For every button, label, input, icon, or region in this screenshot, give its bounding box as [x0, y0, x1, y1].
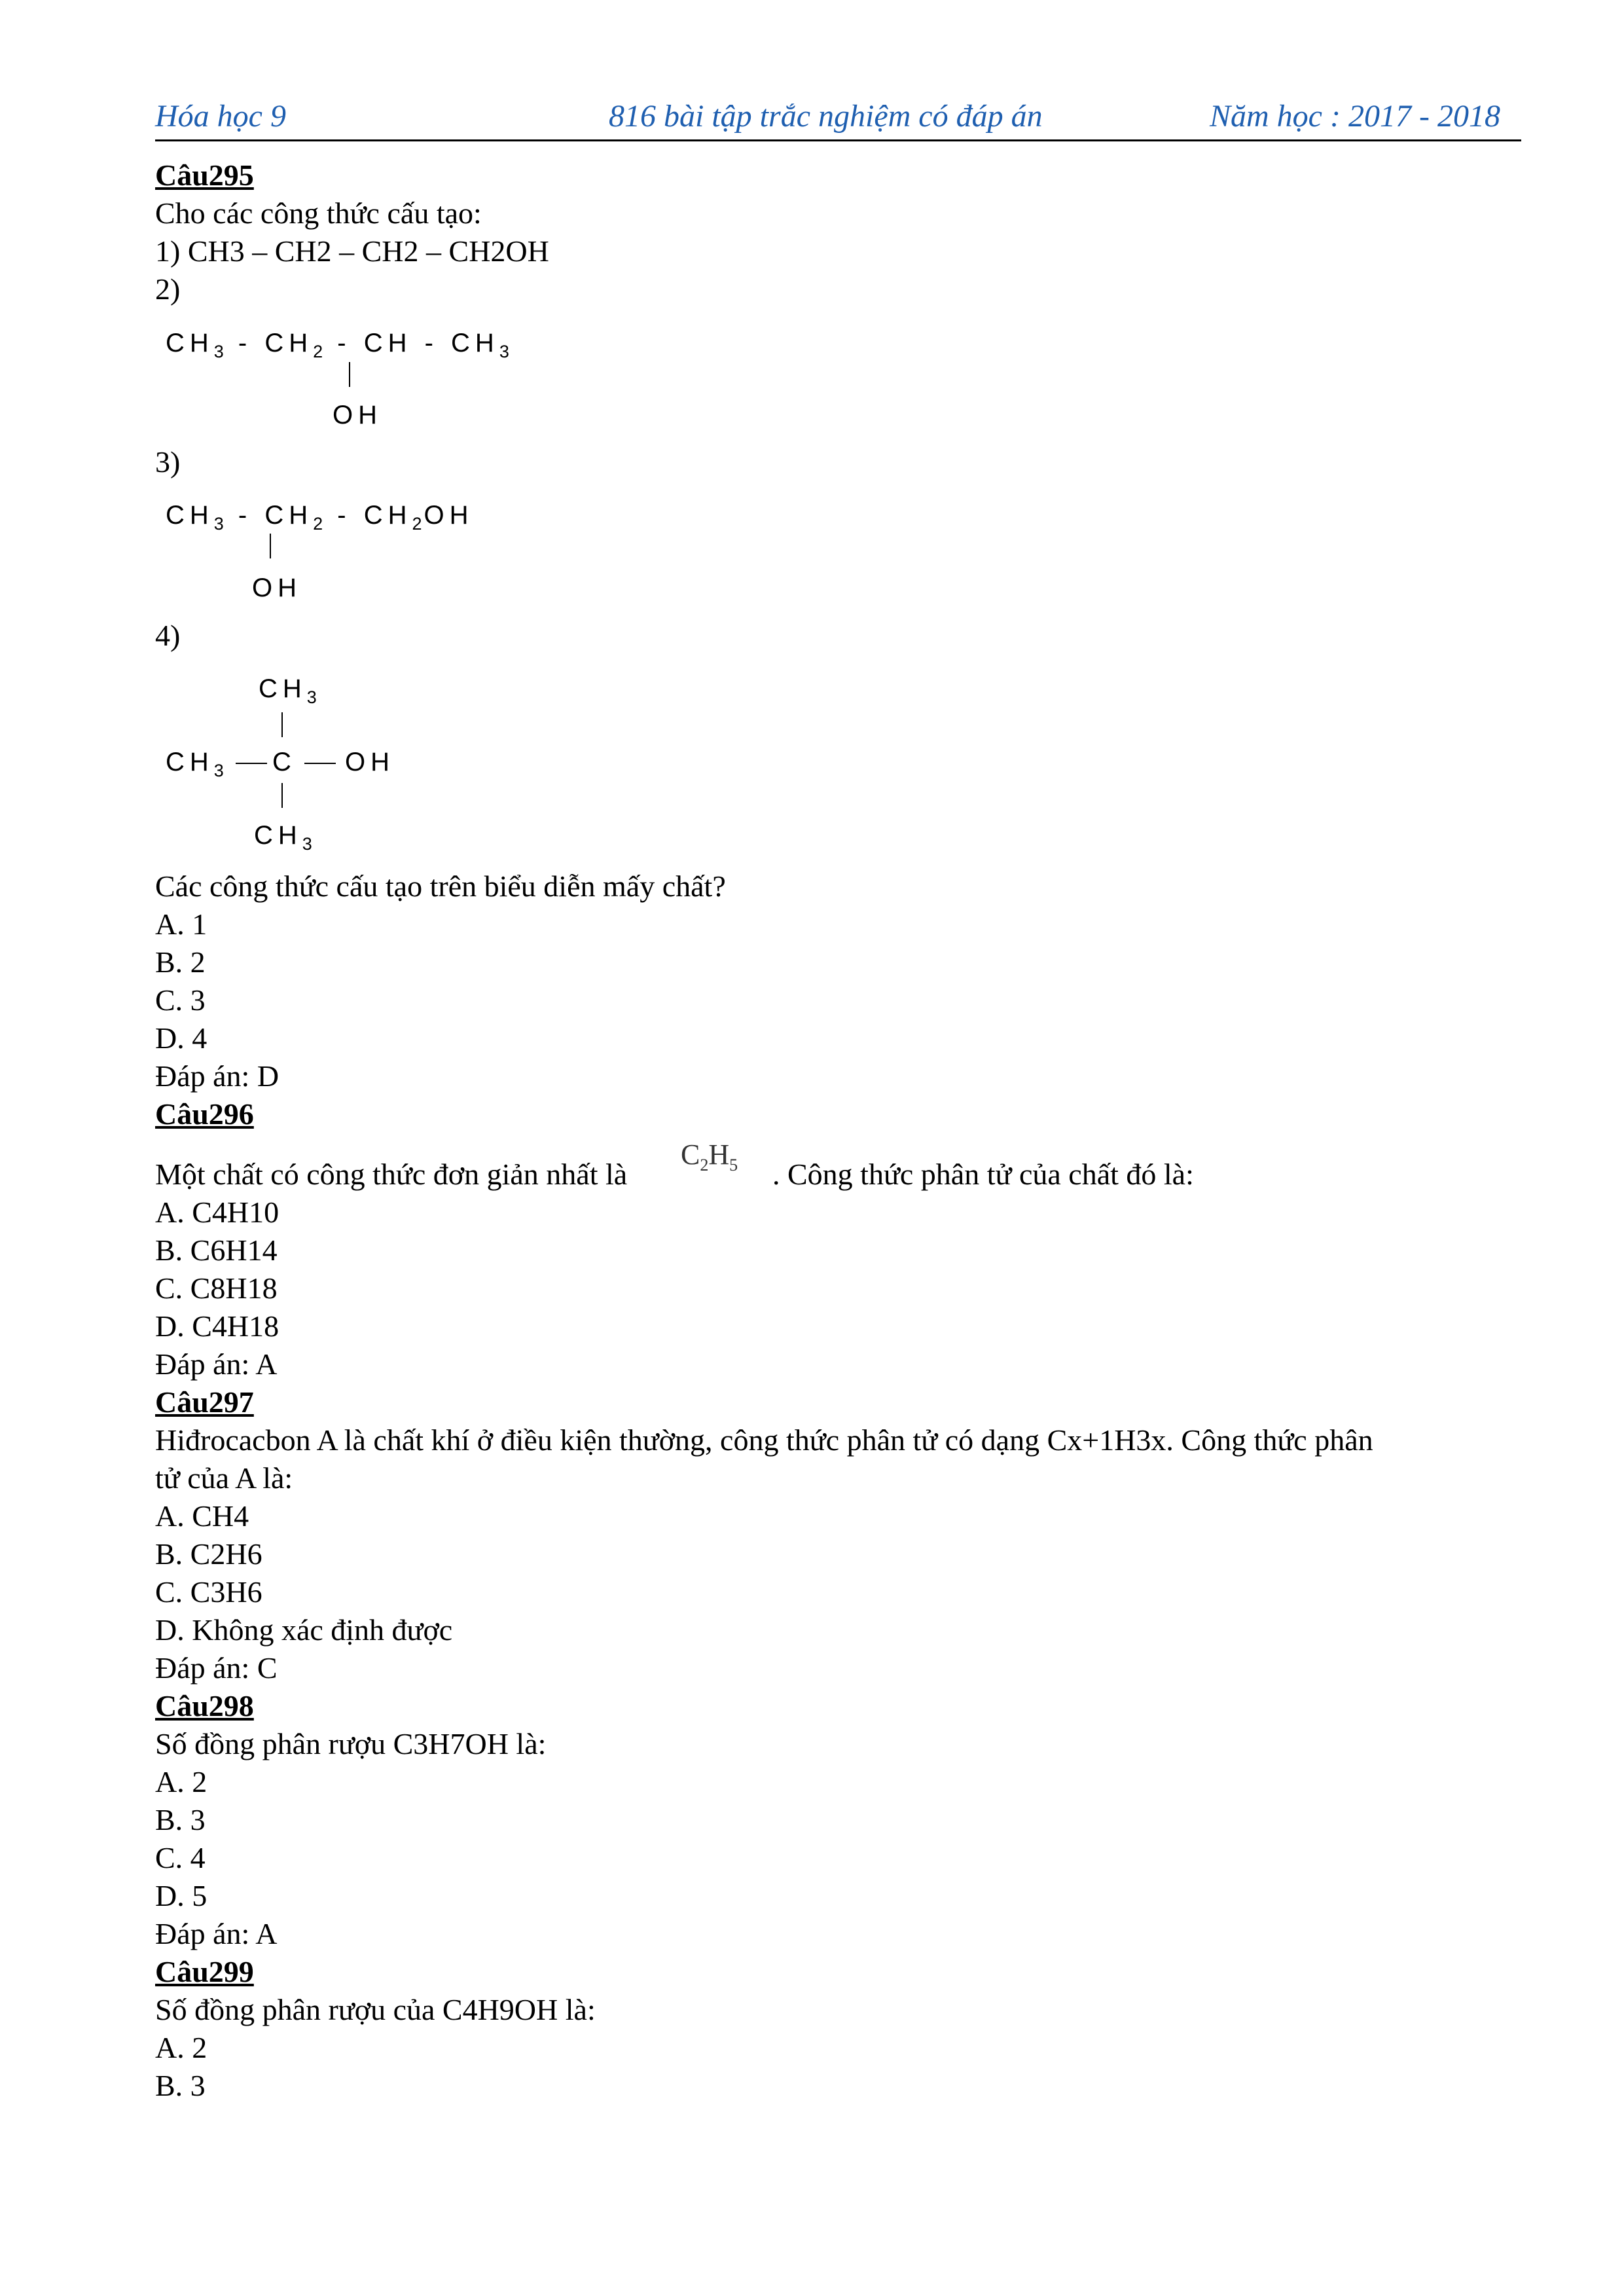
question-299-option-a: A. 2	[155, 2031, 208, 2064]
question-298-option-c: C. 4	[155, 1841, 206, 1874]
structure-2-label: 2)	[155, 272, 181, 306]
question-296-text-after: . Công thức phân tử của chất đó là:	[772, 1157, 1194, 1191]
question-295-option-b: B. 2	[155, 945, 206, 979]
question-299-text: Số đồng phân rượu của C4H9OH là:	[155, 1993, 596, 2026]
question-295-option-a: A. 1	[155, 907, 208, 941]
question-295-intro: Cho các công thức cấu tạo:	[155, 196, 482, 230]
question-298-text: Số đồng phân rượu C3H7OH là:	[155, 1727, 547, 1760]
structure-4-methyl-bottom: $CH_3$	[254, 821, 314, 854]
question-295-option-c: C. 3	[155, 983, 206, 1017]
structure-4-bond-left	[236, 763, 267, 764]
structure-4-hydroxyl: OH	[345, 748, 395, 776]
question-297-text-line1: Hiđrocacbon A là chất khí ở điều kiện thường, công thức phân tử có dạng Cx+1H3x. Công thức phân	[155, 1423, 1373, 1457]
question-296-option-a: A. C4H10	[155, 1195, 280, 1229]
structure-3-chain: $CH_3 - CH_2 - CH_2OH$	[166, 501, 474, 534]
structure-4-bond-right	[304, 763, 336, 764]
structure-4-methyl-left: $CH_3$	[166, 748, 226, 780]
question-299-title: Câu299	[155, 1955, 254, 1988]
question-295-text: Các công thức cấu tạo trên biểu diễn mấy chất?	[155, 869, 726, 903]
question-298-option-a: A. 2	[155, 1765, 208, 1798]
structure-3-hydroxyl: OH	[252, 574, 302, 602]
structure-4-bond-bottom	[281, 783, 283, 808]
question-298-answer: Đáp án: A	[155, 1917, 278, 1950]
question-296-answer: Đáp án: A	[155, 1347, 278, 1381]
question-297-option-a: A. CH4	[155, 1499, 249, 1533]
structure-1: 1) CH3 – CH2 – CH2 – CH2OH	[155, 234, 549, 268]
question-297-text-line2: tử của A là:	[155, 1461, 293, 1495]
question-298-option-b: B. 3	[155, 1803, 206, 1836]
structure-4-bond-top	[281, 712, 283, 737]
question-297-option-d: D. Không xác định được	[155, 1613, 453, 1647]
header-school-year: Năm học : 2017 - 2018	[1210, 99, 1500, 134]
question-296-title: Câu296	[155, 1097, 254, 1131]
question-297-option-c: C. C3H6	[155, 1575, 262, 1609]
question-299-option-b: B. 3	[155, 2069, 206, 2102]
question-297-answer: Đáp án: C	[155, 1651, 278, 1685]
question-297-option-b: B. C2H6	[155, 1537, 262, 1571]
header-book-title: 816 bài tập trắc nghiệm có đáp án	[609, 99, 1043, 134]
structure-3-bond	[270, 534, 271, 558]
question-297-title: Câu297	[155, 1385, 254, 1419]
question-296-option-c: C. C8H18	[155, 1271, 278, 1305]
structure-2-hydroxyl: OH	[333, 401, 382, 429]
question-295-title: Câu295	[155, 158, 254, 192]
structure-2-chain: $CH_3 - CH_2$ - CH - $CH_3$	[166, 329, 511, 361]
question-296-text-before: Một chất có công thức đơn giản nhất là	[155, 1157, 628, 1191]
structure-2-bond	[349, 362, 350, 387]
structure-3-label: 3)	[155, 445, 181, 479]
question-295-answer: Đáp án: D	[155, 1059, 280, 1093]
question-298-option-d: D. 5	[155, 1879, 208, 1912]
question-296-option-d: D. C4H18	[155, 1309, 280, 1343]
header-subject: Hóa học 9	[155, 99, 286, 134]
structure-4-methyl-top: $CH_3$	[259, 674, 319, 707]
question-296-option-b: B. C6H14	[155, 1233, 278, 1267]
structure-4-label: 4)	[155, 619, 181, 652]
question-296-formula: $C_2H_5$	[681, 1139, 738, 1175]
header-rule	[155, 139, 1521, 141]
structure-4-carbon: C	[272, 748, 297, 776]
question-295-option-d: D. 4	[155, 1021, 208, 1055]
question-298-title: Câu298	[155, 1689, 254, 1722]
